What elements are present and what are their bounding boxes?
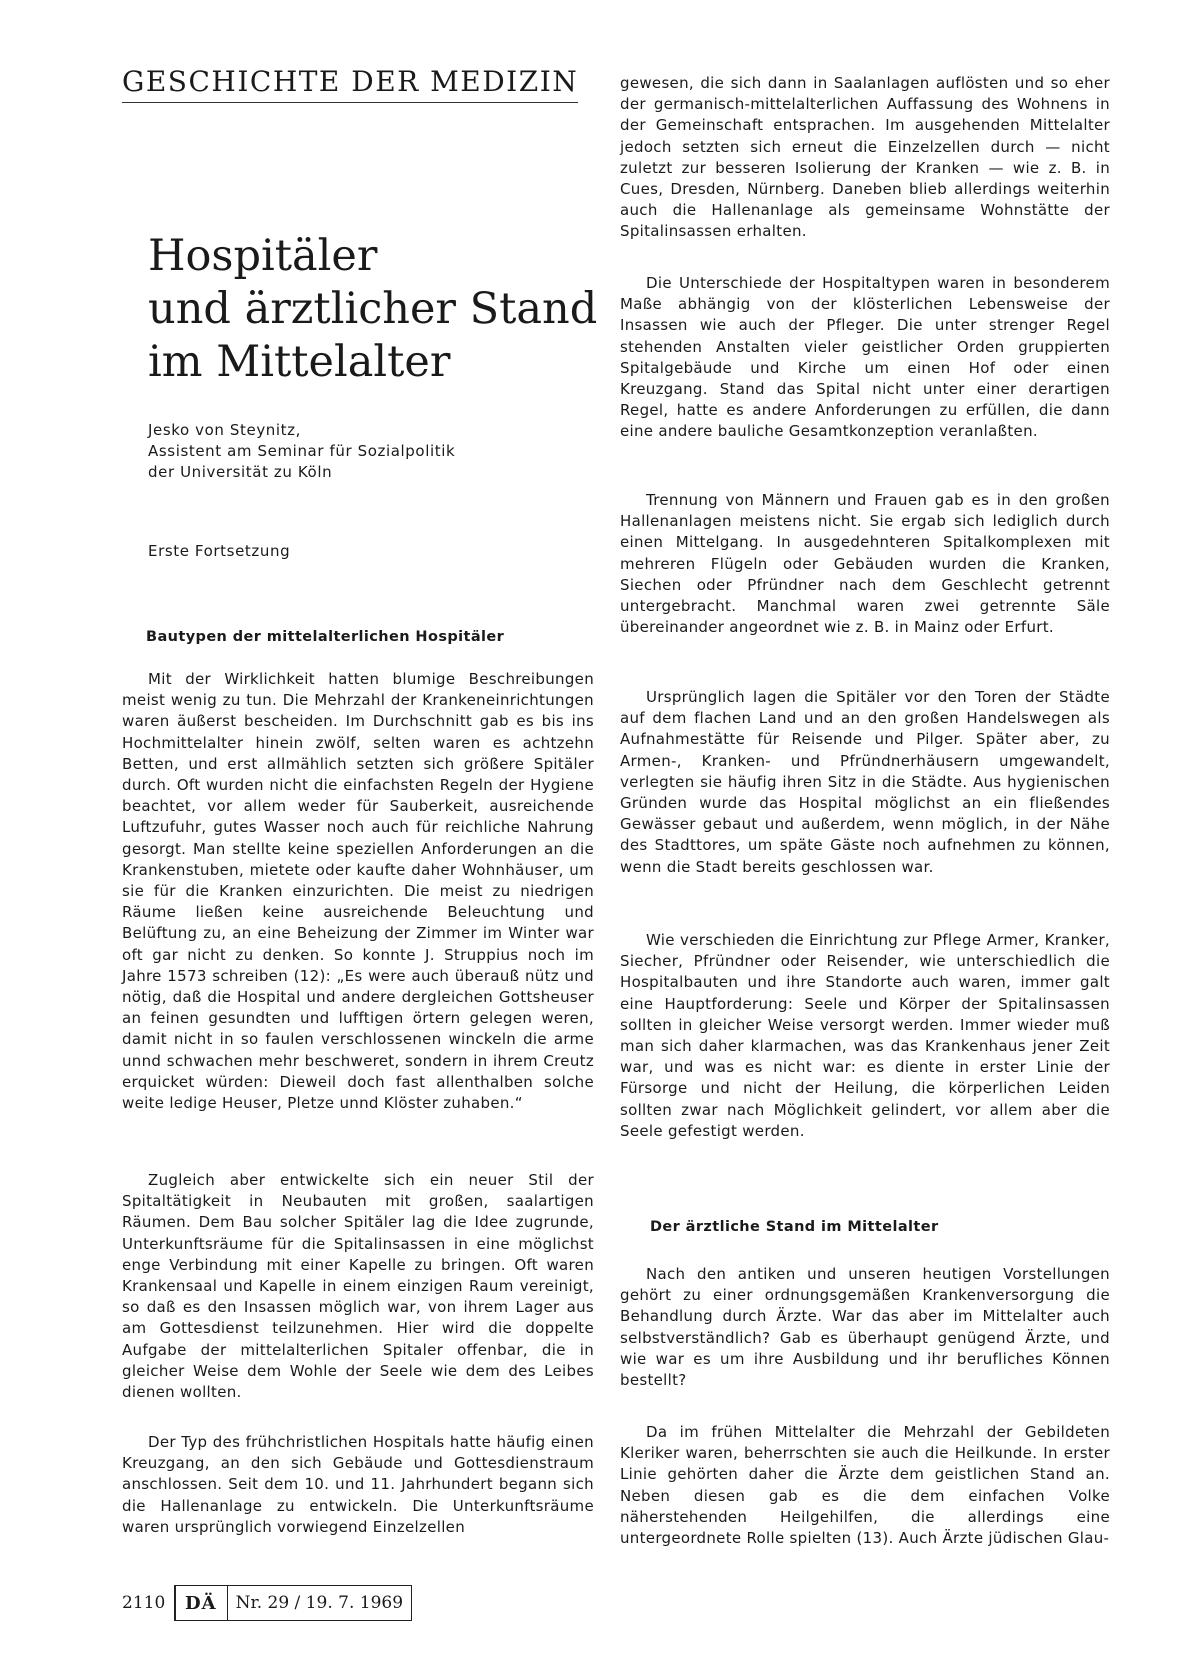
title-line: im Mittelalter	[148, 337, 451, 387]
section-header-wrap	[122, 65, 594, 103]
body-paragraph: Da im frühen Mittelalter die Mehrzahl der Gebildeten Kleriker waren, beherrschten sie auch die Heilkunde. In erster Linie gehörten daher die Ärzte dem geistlichen Stand an. Neben diesen gab es die dem einfachen Volke näherstehenden Heilgehilfen, die allerdings eine untergeordnete Rolle spielten (13). Auch Ärzte jüdischen Glau-	[620, 1423, 1110, 1548]
title-line: Hospitäler	[148, 231, 378, 281]
issue-info: Nr. 29 / 19. 7. 1969	[228, 1585, 412, 1621]
continuation-note: Erste Fortsetzung	[148, 542, 291, 560]
author-block	[148, 420, 528, 483]
body-paragraph: Wie verschieden die Einrichtung zur Pflege Armer, Kranker, Siecher, Pfründner oder Reisender, wie unterschiedlich die Hospitalbauten und ihre Standorte auch waren, immer galt eine Hauptforderung: Seele und Körper der Spitalinsassen sollten in gleicher Weise versorgt werden. Immer wieder muß man sich daher klarmachen, was das Krankenhaus jener Zeit war, und was es nicht war: es diente in erster Linie der Fürsorge und nicht der Heilung, die körperlichen Leiden sollten zwar nach Möglichkeit gelindert, vor allem aber die Seele gefestigt werden.	[620, 931, 1110, 1140]
body-paragraph: Die Unterschiede der Hospitaltypen waren in besonderem Maße abhängig von der klösterlichen Lebensweise der Insassen wie auch der Pfleger. Die unter strenger Regel stehenden Anstalten vieler geistlicher Orden gruppierten Spitalgebäude und Kirche um einen Hof oder einen Kreuzgang. Stand das Spital nicht unter einer derartigen Regel, hatte es andere Anforderungen zu erfüllen, die dann eine andere bauliche Gesamtkonzeption veranlaßten.	[620, 274, 1110, 441]
section-heading-building-types: Bautypen der mittelalterlichen Hospitäler	[146, 629, 505, 645]
author-name: Jesko von Steynitz,	[148, 421, 301, 439]
author-affiliation: Assistent am Seminar für Sozialpolitik	[148, 442, 456, 460]
page-footer	[122, 1585, 412, 1621]
footer-divider	[174, 1585, 176, 1621]
author-institution: der Universität zu Köln	[148, 463, 333, 481]
body-paragraph: Zugleich aber entwickelte sich ein neuer Stil der Spitaltätigkeit in Neubauten mit großen, saalartigen Räumen. Dem Bau solcher Spitäler lag die Idee zugrunde, Unterkunftsräume für die Spitalinsassen in eine möglichst enge Verbindung mit einer Kapelle zu bringen. Oft waren Krankensaal und Kapelle in einem einzigen Raum vereinigt, so daß es den Insassen möglich war, von ihrem Lager aus am Gottesdienst teilzunehmen. Hier wird die doppelte Aufgabe der mittelalterlichen Spitaler offenbar, die in gleicher Weise dem Wohle der Seele wie dem des Leibes dienen wollten.	[122, 1171, 594, 1402]
body-paragraph: Nach den antiken und unseren heutigen Vorstellungen gehört zu einer ordnungsgemäßen Krankenversorgung die Behandlung durch Ärzte. War das aber im Mittelalter auch selbstverständlich? Gab es überhaupt genügend Ärzte, und wie war es um ihre Ausbildung und ihr berufliches Können bestellt?	[620, 1265, 1110, 1390]
body-paragraph: Ursprünglich lagen die Spitäler vor den Toren der Städte auf dem flachen Land und an den großen Handelswegen als Aufnahmestätte für Reisende und Pilger. Später aber, zu Armen-, Kranken- und Pfründnerhäusern umgewandelt, verlegten sie häufig ihren Sitz in die Städte. Aus hygienischen Gründen wurde das Hospital möglichst an ein fließendes Gewässer gebaut und außerdem, wenn möglich, in der Nähe des Stadttores, um späte Gäste noch aufnehmen zu können, wenn die Stadt bereits geschlossen war.	[620, 688, 1110, 876]
journal-logo: DÄ	[174, 1585, 228, 1621]
section-header: GESCHICHTE DER MEDIZIN	[122, 68, 578, 103]
body-paragraph: Trennung von Männern und Frauen gab es in den großen Hallenanlagen meistens nicht. Sie ergab sich lediglich durch einen Mittelgang. In ausgedehnteren Spitalkomplexen mit mehreren Flügeln oder Gebäuden wurden die Kranken, Siechen oder Pfründner nach dem Geschlecht getrennt untergebracht. Manchmal waren zwei getrennte Säle übereinander angeordnet wie z. B. in Mainz oder Erfurt.	[620, 491, 1110, 637]
title-line: und ärztlicher Stand	[148, 284, 598, 334]
body-paragraph: Der Typ des frühchristlichen Hospitals hatte häufig einen Kreuzgang, an den sich Gebäude und Gottesdienstraum anschlossen. Seit dem 10. und 11. Jahrhundert begann sich die Hallenanlage zu entwickeln. Die Unterkunftsräume waren ursprünglich vorwiegend Einzelzellen	[122, 1433, 594, 1536]
body-paragraph: gewesen, die sich dann in Saalanlagen auflösten und so eher der germanisch-mittelalterlichen Auffassung des Wohnens in der Gemeinschaft entsprachen. Im ausgehenden Mittelalter jedoch setzten sich erneut die Einzelzellen durch — nicht zuletzt zur besseren Isolierung der Kranken — wie z. B. in Cues, Dresden, Nürnberg. Daneben blieb allerdings weiterhin auch die Hallenanlage als gemeinsame Wohnstätte der Spitalinsassen erhalten.	[620, 74, 1110, 241]
page-number: 2110	[122, 1593, 166, 1613]
section-heading-medical-profession: Der ärztliche Stand im Mittelalter	[650, 1219, 939, 1235]
article-title	[148, 230, 608, 389]
body-paragraph: Mit der Wirklichkeit hatten blumige Beschreibungen meist wenig zu tun. Die Mehrzahl der Krankeneinrichtungen waren äußerst bescheiden. Im Durchschnitt gab es bis ins Hochmittelalter hinein zwölf, selten waren es achtzehn Betten, und erst allmählich setzten sich größere Spitäler durch. Oft wurden nicht die einfachsten Regeln der Hygiene beachtet, vor allem weder für Sauberkeit, ausreichende Luftzufuhr, gutes Wasser noch auch für reichliche Nahrung gesorgt. Man stellte keine speziellen Anforderungen an die Krankenstuben, mietete oder kaufte daher Wohnhäuser, um sie für die Kranken einzurichten. Die meist zu niedrigen Räume ließen keine ausreichende Beleuchtung und Belüftung zu, an eine Beheizung der Zimmer im Winter war oft gar nicht zu denken. So konnte J. Struppius noch im Jahre 1573 schreiben (12): „Es were auch überauß nütz und nötig, daß die Hospital und andere dergleichen Gottsheuser an feinen gesundten und lufftigen örtern gelegen weren, damit nicht in so faulen verschlossenen winckeln die arme unnd schwachen mehr beschweret, sondern in ihrem Creutz erquicket würden: Dieweil doch fast allenthalben solche weite ledige Heuser, Pletze unnd Klöster zuhaben.“	[122, 670, 594, 1113]
